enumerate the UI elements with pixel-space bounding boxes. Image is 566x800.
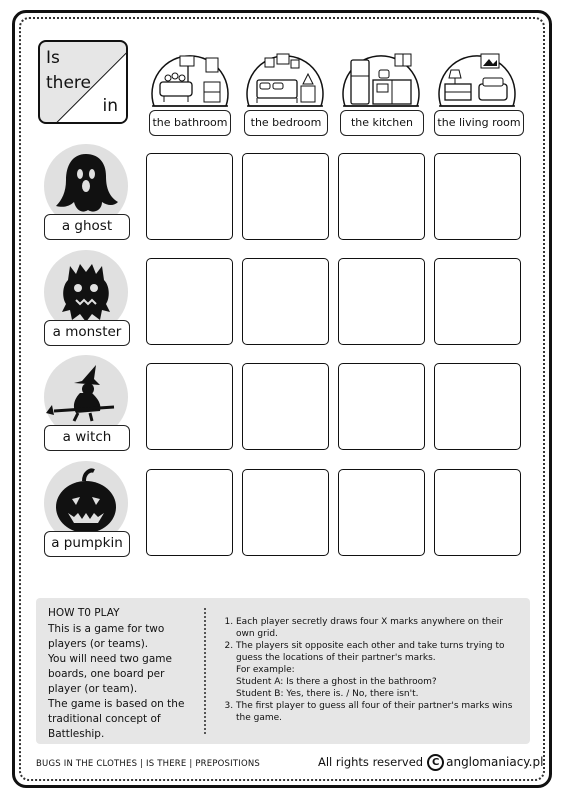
rule-step-text: Each player secretly draws four X marks anywhere on their own grid. xyxy=(236,617,503,639)
grid-cell-ghost-kitchen[interactable] xyxy=(338,153,425,240)
example-student-a: Student A: Is there a ghost in the bathroom? xyxy=(236,677,437,687)
grid-cell-pumpkin-kitchen[interactable] xyxy=(338,469,425,556)
grid-cell-monster-living-room[interactable] xyxy=(434,258,521,345)
grid-cell-monster-kitchen[interactable] xyxy=(338,258,425,345)
bedroom-icon xyxy=(243,40,327,110)
rule-step-text: The players sit opposite each other and take turns trying to guess the locations of their partner's marks. xyxy=(236,641,505,663)
monster-label-witch: a witch xyxy=(44,425,130,451)
living-room-icon xyxy=(435,40,519,110)
how-to-play-intro xyxy=(48,606,198,742)
rule-step-text: The first player to guess all four of their partner's marks wins the game. xyxy=(236,701,513,723)
monster-label-monster: a monster xyxy=(44,320,130,346)
rule-step xyxy=(236,640,522,700)
corner-text-is: Is xyxy=(46,48,60,68)
grid-cell-pumpkin-bedroom[interactable] xyxy=(242,469,329,556)
how-to-play-rules xyxy=(222,616,522,724)
rule-step xyxy=(236,616,522,640)
bathroom-icon xyxy=(148,40,232,110)
grid-cell-monster-bathroom[interactable] xyxy=(146,258,233,345)
kitchen-icon xyxy=(339,40,423,110)
rule-step xyxy=(236,700,522,724)
room-label-living-room: the living room xyxy=(434,110,524,136)
how-to-play-title: HOW T0 PLAY xyxy=(48,607,120,619)
how-to-play-divider xyxy=(204,608,206,734)
grid-cell-witch-bathroom[interactable] xyxy=(146,363,233,450)
grid-cell-pumpkin-living-room[interactable] xyxy=(434,469,521,556)
room-label-bathroom: the bathroom xyxy=(149,110,231,136)
room-label-kitchen: the kitchen xyxy=(340,110,424,136)
corner-text-in: in xyxy=(102,96,118,116)
monster-label-ghost: a ghost xyxy=(44,214,130,240)
copyright-icon: C xyxy=(427,754,444,771)
grid-cell-monster-bedroom[interactable] xyxy=(242,258,329,345)
example-student-b: Student B: Yes, there is. / No, there isn't. xyxy=(236,689,419,699)
rights-text: All rights reserved xyxy=(318,755,424,769)
grid-cell-pumpkin-bathroom[interactable] xyxy=(146,469,233,556)
intro-text: This is a game for two players (or teams). xyxy=(48,623,165,650)
grid-cell-ghost-bedroom[interactable] xyxy=(242,153,329,240)
monster-label-pumpkin: a pumpkin xyxy=(44,531,130,557)
grid-cell-witch-living-room[interactable] xyxy=(434,363,521,450)
intro-text: The game is based on the traditional concept of Battleship. xyxy=(48,698,185,740)
corner-text-there: there xyxy=(46,73,91,93)
intro-text: You will need two game boards, one board per player (or team). xyxy=(48,653,172,695)
footer-series-title: BUGS IN THE CLOTHES | IS THERE | PREPOSITIONS xyxy=(36,759,261,769)
room-label-bedroom: the bedroom xyxy=(244,110,328,136)
footer-copyright xyxy=(318,754,543,771)
brand-name: anglomaniacy.pl xyxy=(446,755,544,769)
how-to-play-box xyxy=(36,598,530,744)
corner-header xyxy=(38,40,128,124)
example-label: For example: xyxy=(236,665,295,675)
grid-cell-witch-bedroom[interactable] xyxy=(242,363,329,450)
grid-cell-ghost-living-room[interactable] xyxy=(434,153,521,240)
grid-cell-ghost-bathroom[interactable] xyxy=(146,153,233,240)
grid-cell-witch-kitchen[interactable] xyxy=(338,363,425,450)
